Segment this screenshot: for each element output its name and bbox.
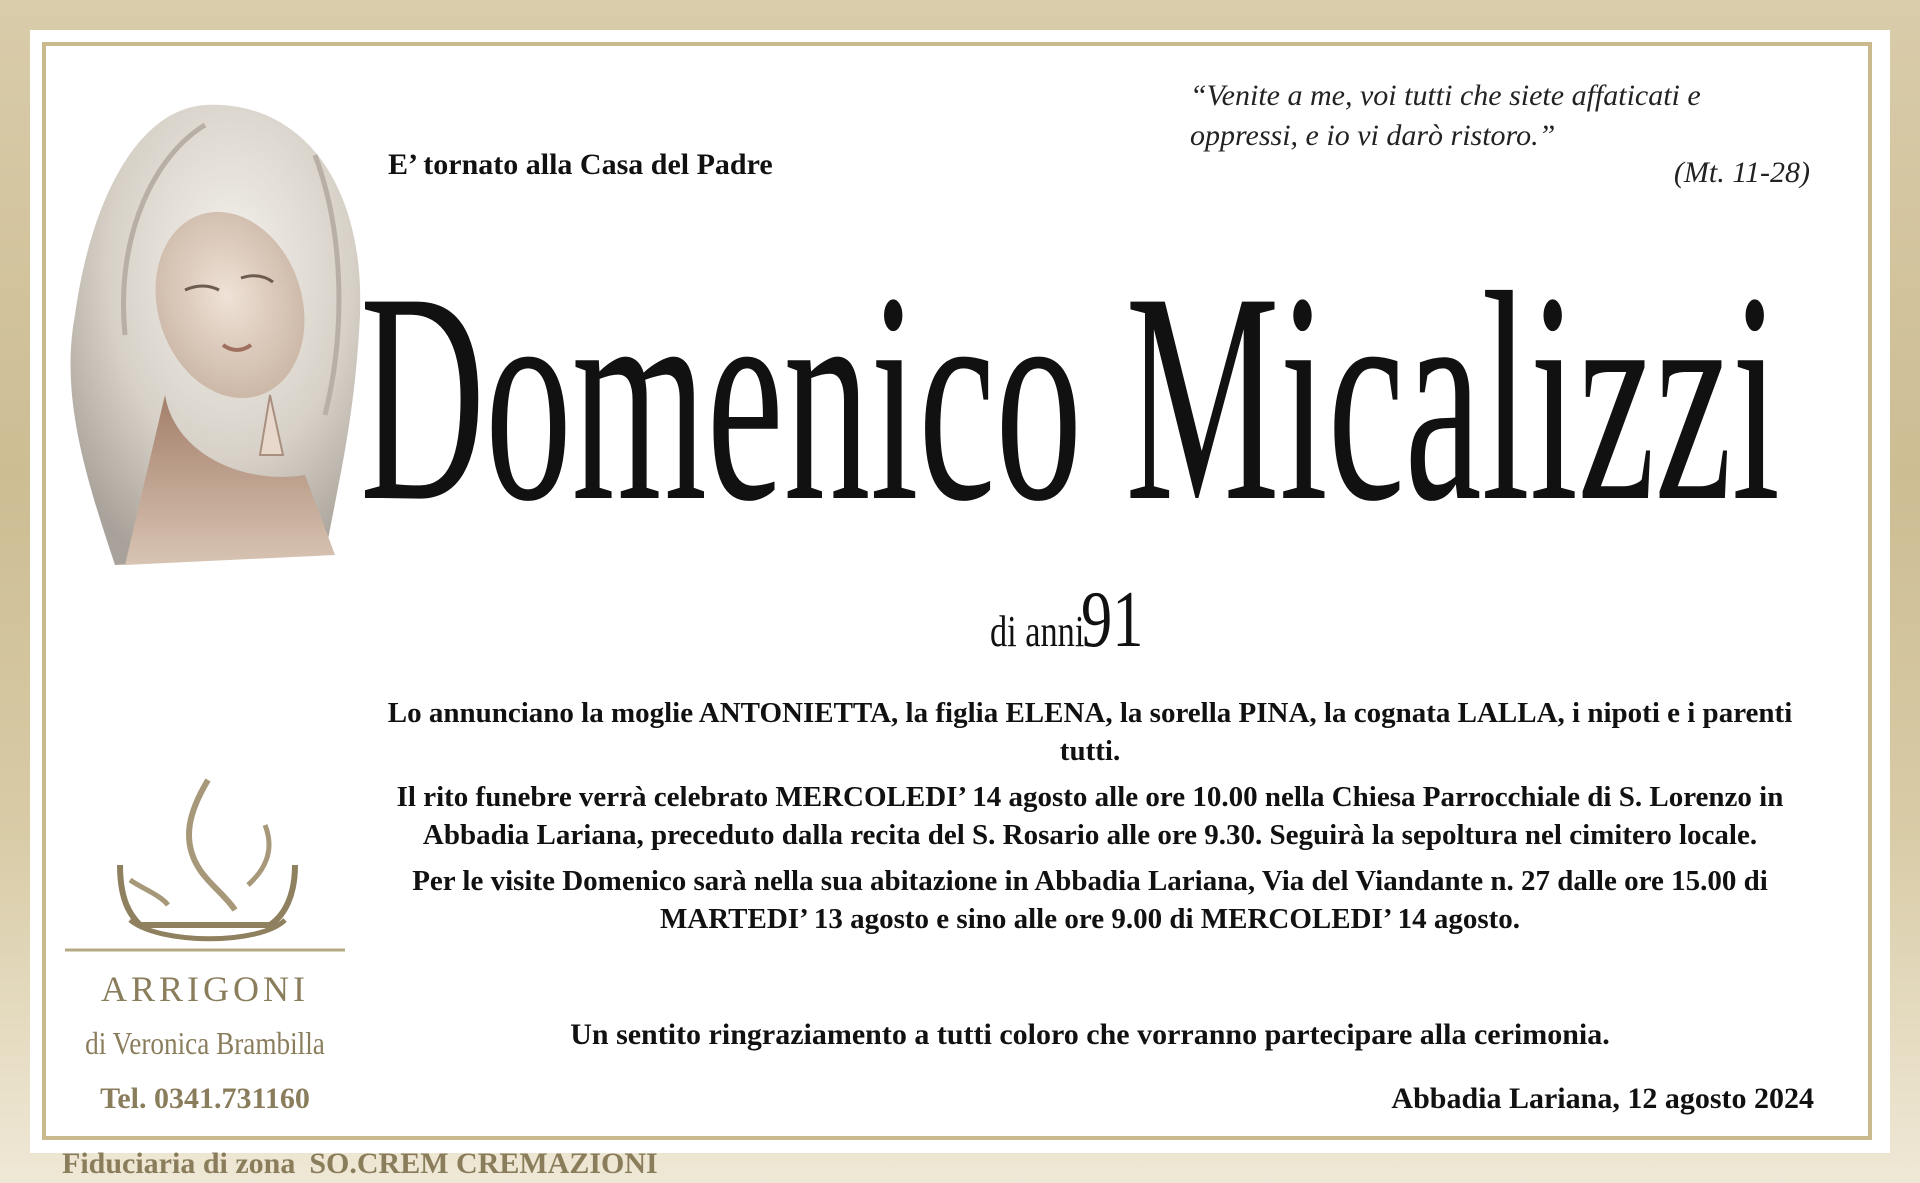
place-date: Abbadia Lariana, 12 agosto 2024 [1391,1082,1814,1115]
quote-line-2: oppressi, e io vi darò ristoro.” [1190,119,1556,152]
flame-bowl-logo [60,770,350,970]
thanks-text: Un sentito ringraziamento a tutti coloro che vorranno partecipare alla cerimonia. [570,1018,1610,1051]
deceased-name-text: Domenico Micalizzi [360,231,1780,540]
announcement-visits: Per le visite Domenico sarà nella sua abitazione in Abbadia Lariana, Via del Viandante n. 27 dalle ore 15.00 di MARTEDI’ 13 agosto e sino alle ore 9.00 di MERCOLEDI’ 14 agosto. [412,865,1768,935]
bible-quote [1190,76,1830,156]
agency-phone: Tel. 0341.731160 [100,1082,310,1115]
footer-label: Fiduciaria di zona [62,1147,296,1180]
age-label: di anni [990,607,1085,656]
quote-reference: (Mt. 11-28) [1673,156,1810,189]
quote-line-1: “Venite a me, voi tutti che siete affaticati e [1190,79,1701,112]
returned-to-father-text: E’ tornato alla Casa del Padre [388,148,773,181]
announcement-funeral: Il rito funebre verrà celebrato MERCOLEDI’ 14 agosto alle ore 10.00 nella Chiesa Parrocchiale di S. Lorenzo in Abbadia Lariana, preceduto dalla recita del S. Rosario alle ore 9.30. Seguirà la sepoltura nel cimitero locale. [396,781,1784,851]
agency-owner-text: di Veronica Brambilla [85,1025,325,1061]
footer-line [62,1147,658,1181]
announcement-body [370,694,1810,946]
age-value: 91 [1080,576,1144,664]
agency-owner [40,1025,370,1062]
age-line [990,576,1161,664]
madonna-image [55,95,385,600]
announcement-family: Lo annunciano la moglie ANTONIETTA, la figlia ELENA, la sorella PINA, la cognata LALLA, i nipoti e i parenti tutti. [387,697,1793,767]
footer-brand: SO.CREM CREMAZIONI [309,1147,658,1180]
agency-name: ARRIGONI [101,969,309,1009]
deceased-name [360,210,1900,540]
